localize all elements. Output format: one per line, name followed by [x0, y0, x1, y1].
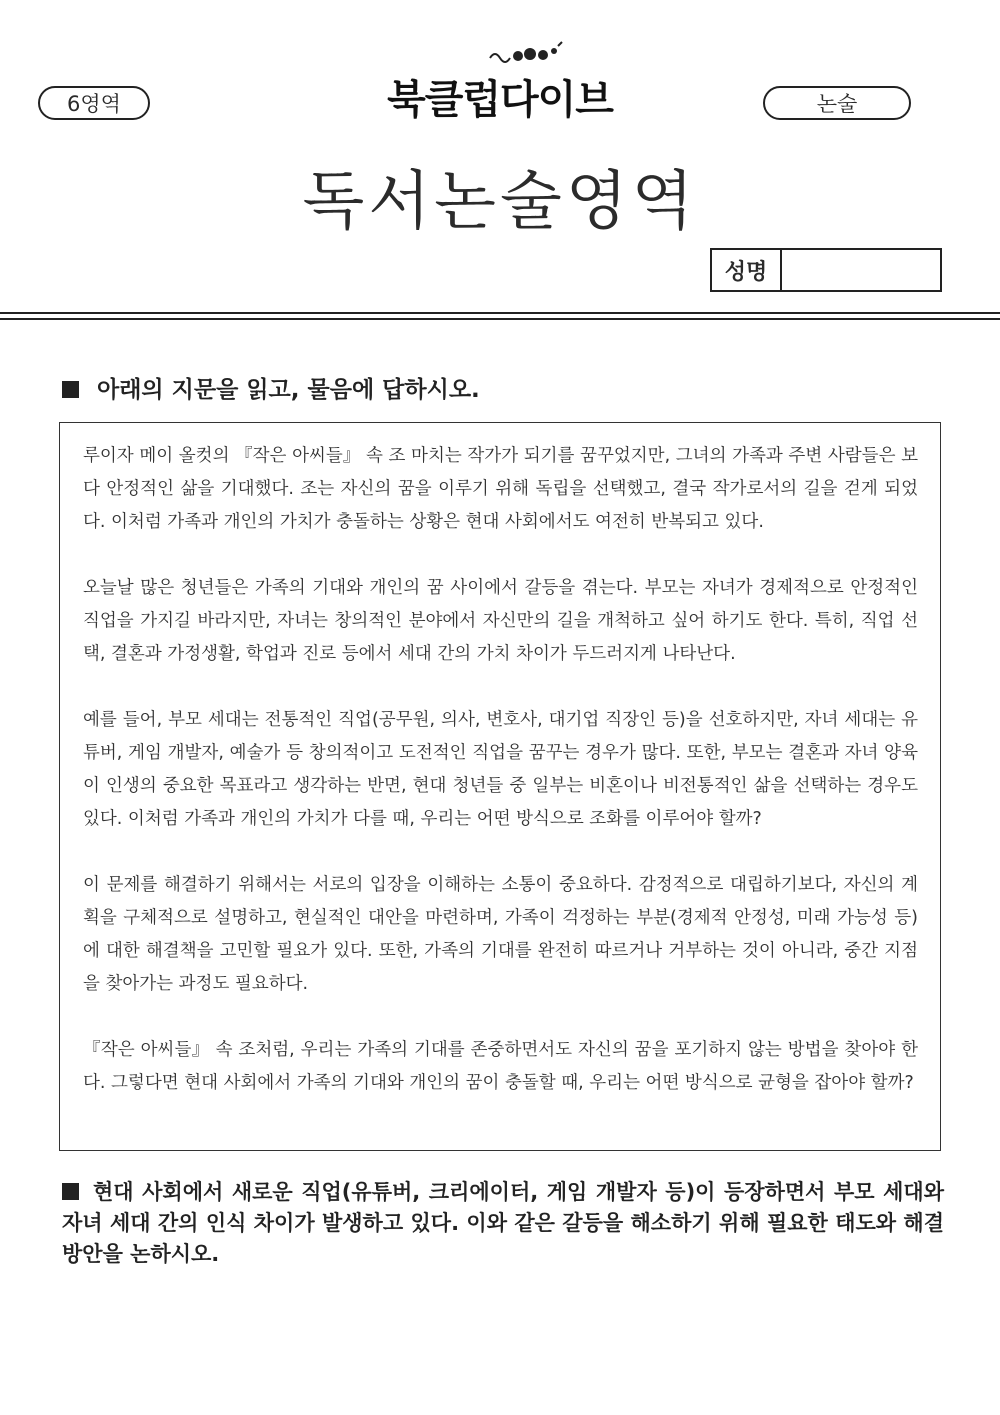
passage-paragraph: 이 문제를 해결하기 위해서는 서로의 입장을 이해하는 소통이 중요하다. 감정적으로 대립하기보다, 자신의 계획을 구체적으로 설명하고, 현실적인 대안을 마련하며, 가족이 걱정하는 부분(경제적 안정성, 미래 가능성 등)에 대한 해결책을 고민할 필요가 있다. 또한, 가족의 기대를 완전히 따르거나 거부하는 것이 아니라, 중간 지점을 찾아가는 과정도 필요하다.: [83, 875, 918, 994]
page-title: 독서논술영역: [302, 165, 698, 239]
subject-badge: [763, 86, 911, 120]
question-text: 현대 사회에서 새로운 직업(유튜버, 크리에이터, 게임 개발자 등)이 등장하면서 부모 세대와 자녀 세대 간의 인식 차이가 발생하고 있다. 이와 같은 갈등을 해소하기 위해 필요한 태도와 해결 방안을 논하시오.: [62, 1180, 944, 1266]
passage-paragraph: 루이자 메이 올컷의 『작은 아씨들』 속 조 마치는 작가가 되기를 꿈꾸었지만, 그녀의 가족과 주변 사람들은 보다 안정적인 삶을 기대했다. 조는 자신의 꿈을 이루기 위해 독립을 선택했고, 결국 작가로서의 길을 걷게 되었다. 이처럼 가족과 개인의 가치가 충돌하는 상황은 현대 사회에서도 여전히 반복되고 있다.: [83, 446, 918, 532]
header-divider: [0, 312, 1000, 314]
square-bullet-icon: [62, 1183, 79, 1200]
logo-doodle-icon: [380, 40, 620, 70]
area-badge: [38, 86, 150, 120]
instruction-text: 아래의 지문을 읽고, 물음에 답하시오.: [97, 377, 480, 403]
brand-name: 북클럽다이브: [387, 77, 613, 123]
name-box: [710, 248, 942, 292]
passage-paragraph: 『작은 아씨들』 속 조처럼, 우리는 가족의 기대를 존중하면서도 자신의 꿈을 포기하지 않는 방법을 찾아야 한다. 그렇다면 현대 사회에서 가족의 기대와 개인의 꿈이 충돌할 때, 우리는 어떤 방식으로 균형을 잡아야 할까?: [83, 1040, 918, 1093]
passage-paragraph: 오늘날 많은 청년들은 가족의 기대와 개인의 꿈 사이에서 갈등을 겪는다. 부모는 자녀가 경제적으로 안정적인 직업을 가지길 바라지만, 자녀는 창의적인 분야에서 자신만의 길을 개척하고 싶어 하기도 한다. 특히, 직업 선택, 결혼과 가정생활, 학업과 진로 등에서 세대 간의 가치 차이가 두드러지게 나타난다.: [83, 578, 918, 664]
reading-passage: [59, 422, 941, 1151]
square-bullet-icon: [62, 381, 79, 398]
essay-question: [62, 1177, 944, 1270]
area-badge-label: 6영역: [67, 92, 121, 116]
subject-badge-label: 논술: [816, 92, 858, 116]
instruction: [62, 371, 480, 404]
name-label: 성명: [712, 250, 782, 290]
passage-paragraph: 예를 들어, 부모 세대는 전통적인 직업(공무원, 의사, 변호사, 대기업 직장인 등)을 선호하지만, 자녀 세대는 유튜버, 게임 개발자, 예술가 등 창의적이고 도전적인 직업을 꿈꾸는 경우가 많다. 또한, 부모는 결혼과 자녀 양육이 인생의 중요한 목표라고 생각하는 반면, 현대 청년들 중 일부는 비혼이나 비전통적인 삶을 선택하는 경우도 있다. 이처럼 가족과 개인의 가치가 다를 때, 우리는 어떤 방식으로 조화를 이루어야 할까?: [83, 710, 918, 829]
header-divider-second: [0, 318, 1000, 320]
name-field[interactable]: [782, 250, 940, 290]
brand-logo: [380, 40, 620, 126]
